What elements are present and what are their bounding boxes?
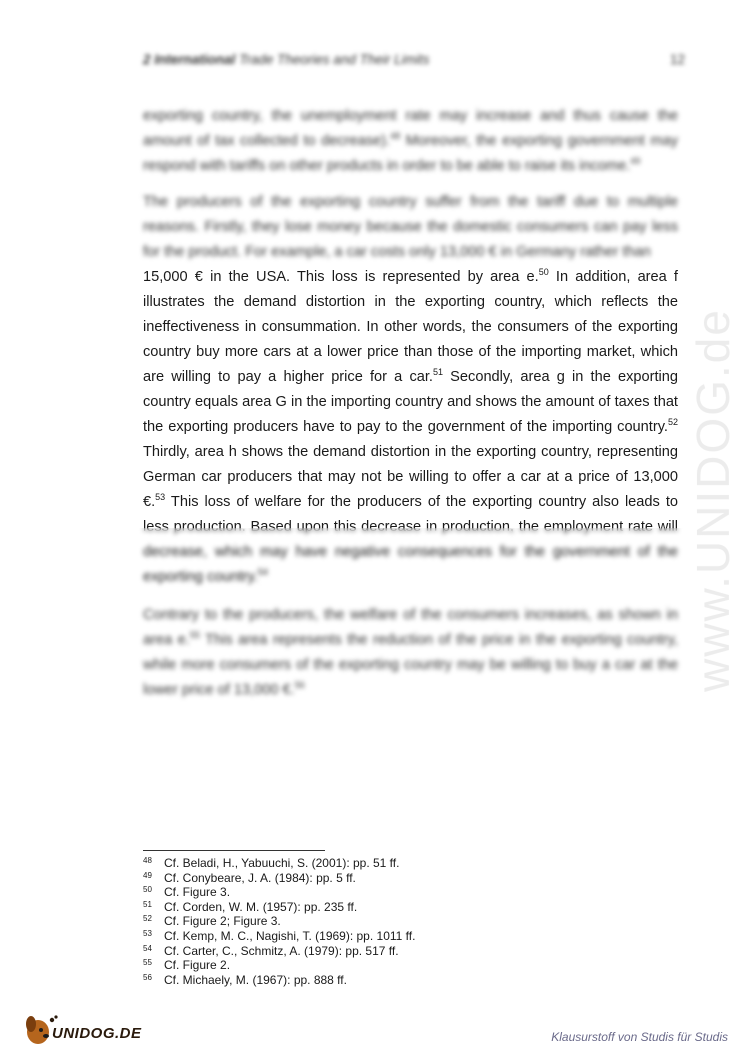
page-number: 12 xyxy=(669,52,685,67)
footnote: 56 Cf. Michaely, M. (1967): pp. 888 ff. xyxy=(143,972,347,987)
footnote: 48 Cf. Beladi, H., Yabuuchi, S. (2001): pp. 51 ff. xyxy=(143,856,400,870)
paragraph-2-body: 15,000 € in the USA. This loss is represented by area e.$^{50}$ In addition, area f illustrates the demand distortion in the exporting country, which reflects the ineffectiveness in consummation. In other words, the consumers of the exporting country buy more cars at a lower price than those of the importing market, which are willing to pay a higher price for a car.$^{51}$ Secondly, area g in the exporting country equals area G in the importing country and shows the amount of taxes that the exporting producers have to pay to the government of the importing country.$^{52}$ Thirdly, area h shows the demand distortion in the exporting country, representing German car producers that may not be willing to offer a car at a price of 13,000 €.$^{53}$ This loss of welfare for the producers of the exporting country also leads to less production. Based upon this decrease in production, the employment rate will decrease, which may have negative consequences for the government of the exporting country.$^{54}$ xyxy=(143,267,679,585)
paragraph-3: Contrary to the producers, the welfare of the consumers increases, as shown in area e.$^{55}$ This area represents the reduction of the price in the exporting country, while more consumers of the exporting country may be willing to buy a car at the lower price of 13,000 €.$^{56}$ xyxy=(143,607,678,698)
watermark: www.UNIDOG.de xyxy=(687,308,740,692)
footnote-separator xyxy=(143,850,325,851)
paragraph-1: exporting country, the unemployment rate may increase and thus cause the amount of tax collected to decrease).$^{48}$ Moreover, the exporting government may respond with tariffs on other products in order to be able to raise its income.$^{49}$ xyxy=(143,108,679,174)
footnote: 51 Cf. Corden, W. M. (1957): pp. 235 ff. xyxy=(143,899,358,914)
logo-text: UNIDOG.DE xyxy=(52,1025,142,1042)
footnote: 49 Cf. Conybeare, J. A. (1984): pp. 5 ff. xyxy=(143,870,356,885)
paragraph-2-intro: The producers of the exporting country suffer from the tariff due to multiple reasons. Firstly, they lose money because the domestic consumers can pay less for the product. For example, a car costs only 13,000 € in Germany rather than xyxy=(143,194,678,260)
footnote: 53 Cf. Kemp, M. C., Nagishi, T. (1969): pp. 1011 ff. xyxy=(143,928,416,943)
running-header xyxy=(143,52,685,67)
footnotes xyxy=(143,856,543,987)
footnote: 50 Cf. Figure 3. xyxy=(143,885,231,900)
header-title-bold: 2 International xyxy=(143,52,236,67)
footnote: 52 Cf. Figure 2; Figure 3. xyxy=(143,914,281,929)
footnote: 54 Cf. Carter, C., Schmitz, A. (1979): pp. 517 ff. xyxy=(143,943,399,958)
blur-overlay xyxy=(138,528,686,590)
footnote: 55 Cf. Figure 2. xyxy=(143,958,231,973)
header-title: Trade Theories and Their Limits xyxy=(235,52,430,67)
footer-tagline: Klausurstoff von Studis für Studis xyxy=(551,1030,728,1044)
